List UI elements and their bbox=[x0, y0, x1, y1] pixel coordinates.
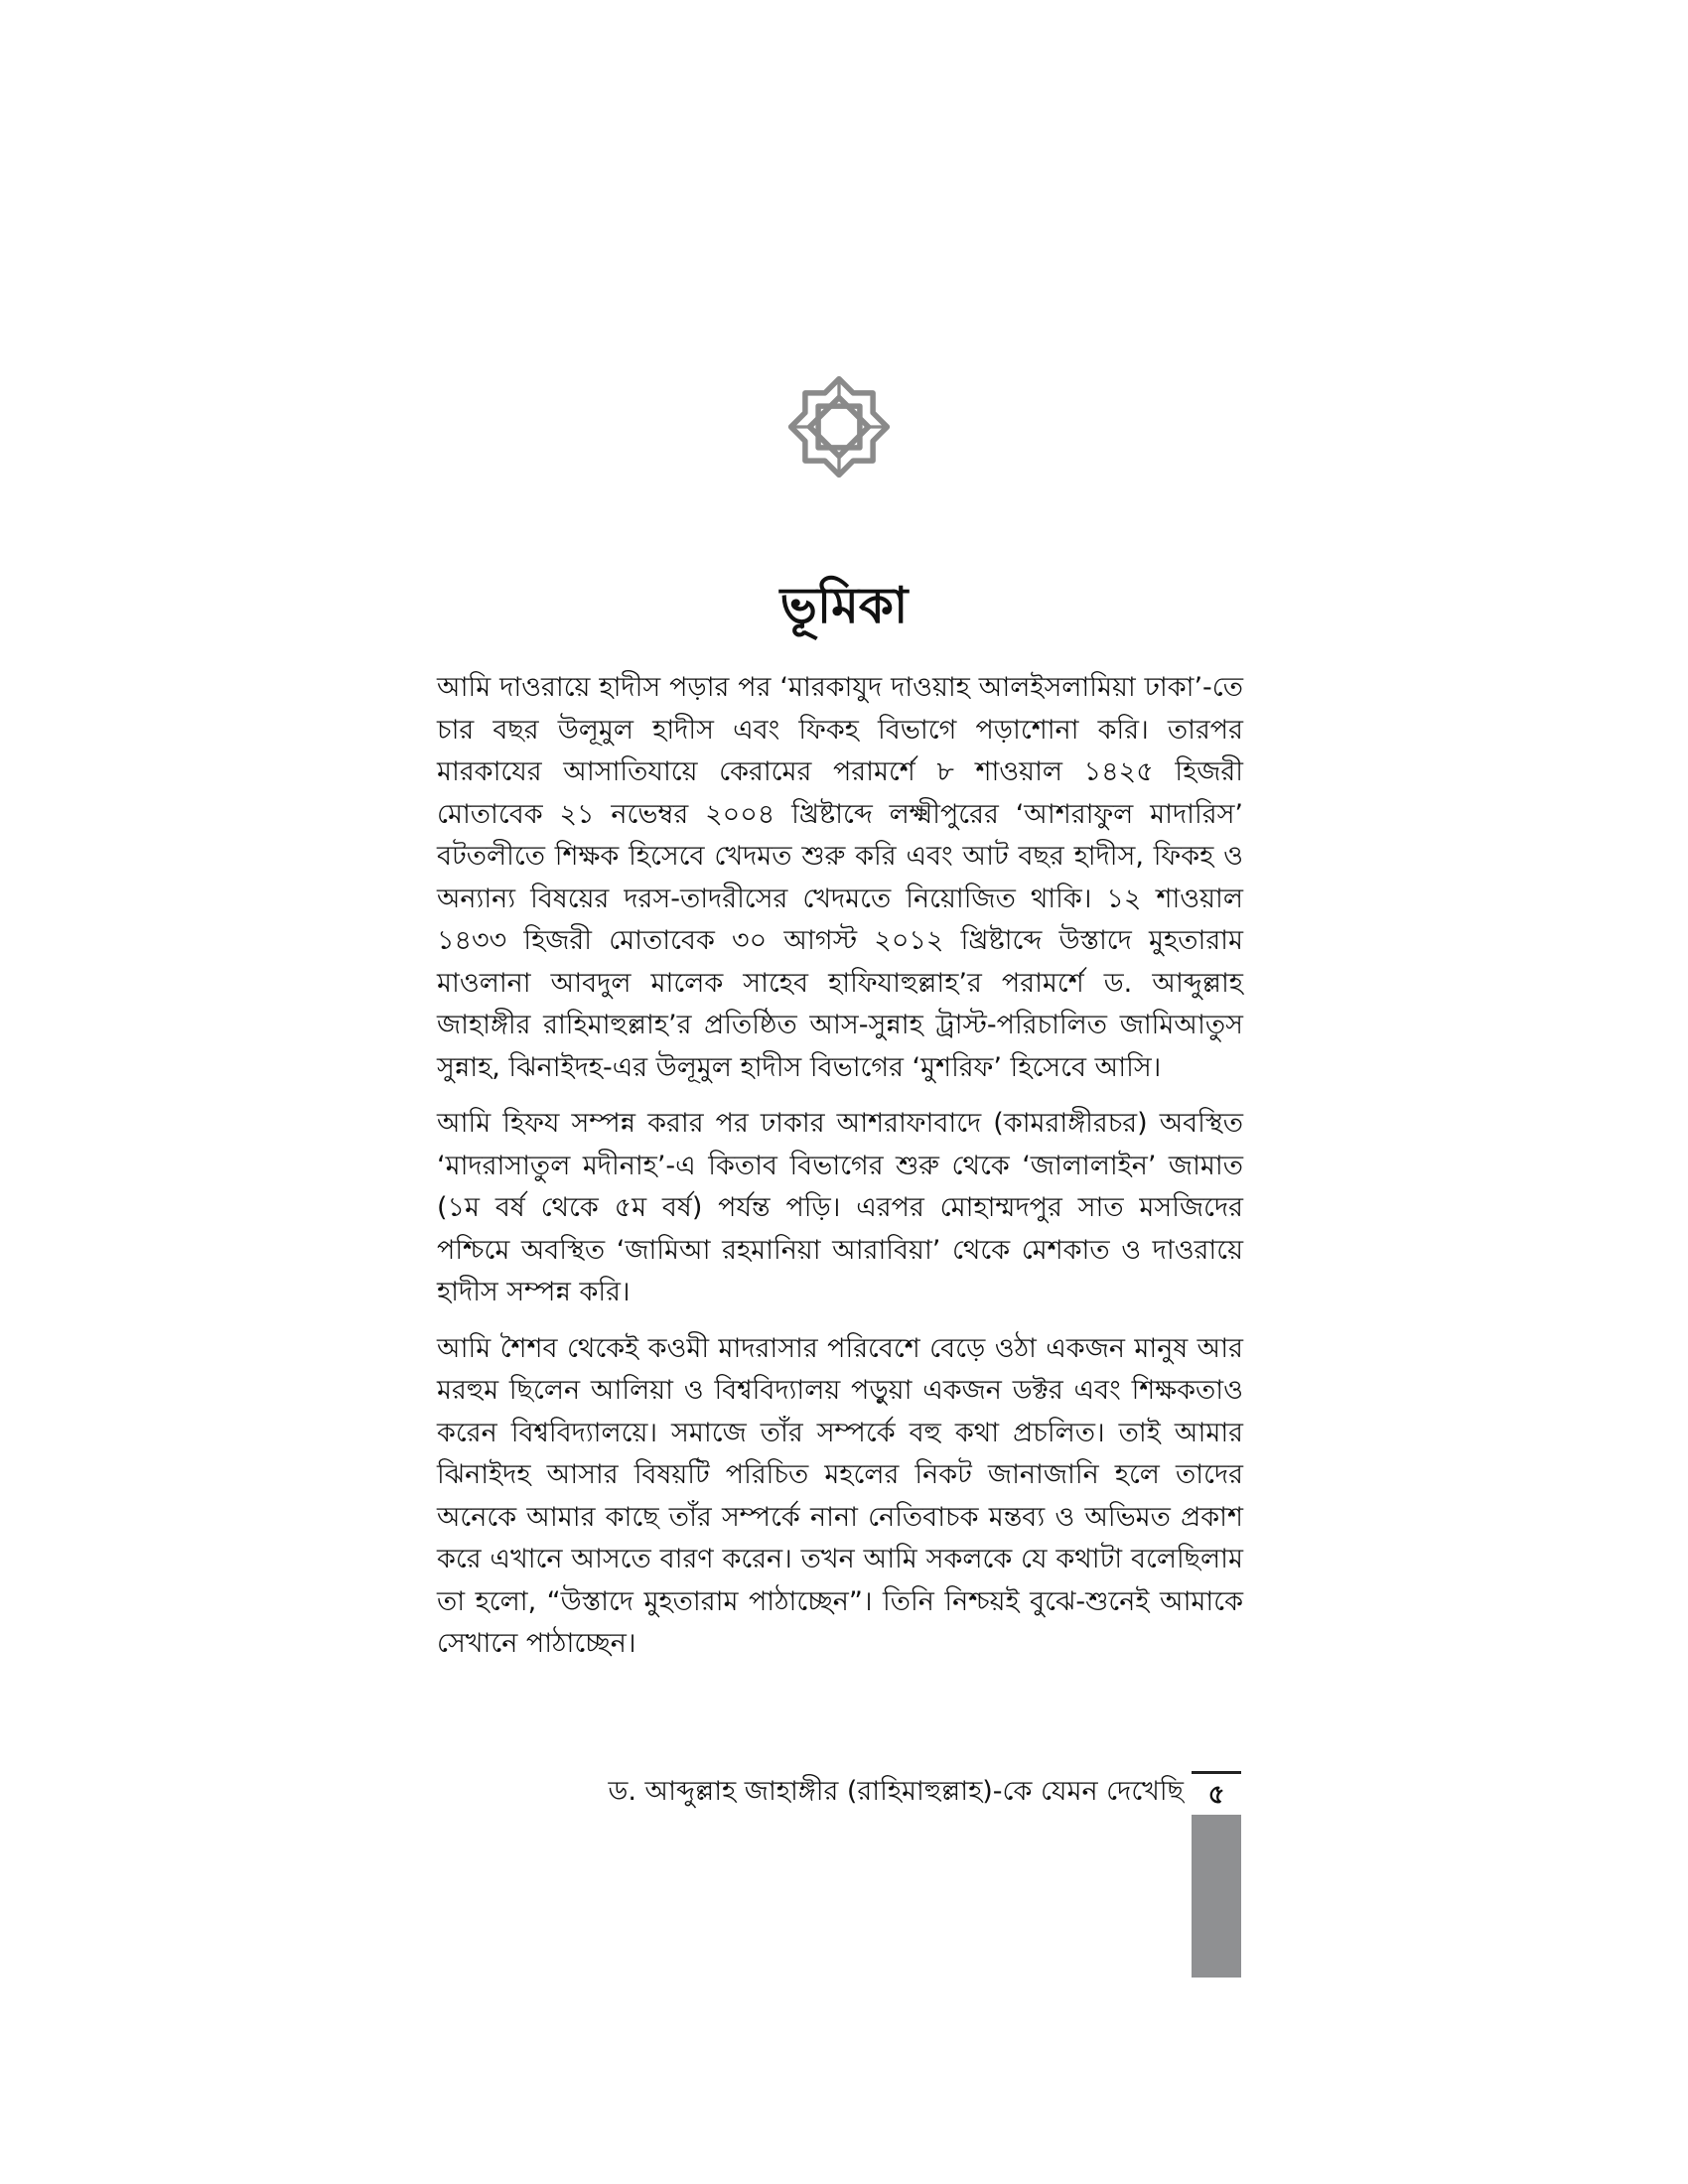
paragraph-3: আমি শৈশব থেকেই কওমী মাদরাসার পরিবেশে বেড়ে ওঠা একজন মানুষ আর মরহুম ছিলেন আলিয়া ও বিশ্ববিদ্যালয় পড়ুয়া একজন ডক্টর এবং শিক্ষকতাও করেন বিশ্ববিদ্যালয়ে। সমাজে তাঁর সম্পর্কে বহু কথা প্রচলিত। তাই আমার ঝিনাইদহ আসার বিষয়টি পরিচিত মহলের নিকট জানাজানি হলে তাদের অনেকে আমার কাছে তাঁর সম্পর্কে নানা নেতিবাচক মন্তব্য ও অভিমত প্রকাশ করে এখানে আসতে বারণ করেন। তখন আমি সকলকে যে কথাটা বলেছিলাম তা হলো, “উস্তাদে মুহতারাম পাঠাচ্ছেন”। তিনি নিশ্চয়ই বুঝে-শুনেই আমাকে সেখানে পাঠাচ্ছেন। bbox=[437, 1332, 1243, 1659]
star-rosette-icon bbox=[784, 372, 894, 481]
paragraph-1: আমি দাওরায়ে হাদীস পড়ার পর ‘মারকাযুদ দাওয়াহ আলইসলামিয়া ঢাকা’-তে চার বছর উলূমুল হাদীস এবং ফিকহ বিভাগে পড়াশোনা করি। তারপর মারকাযের আসাতিযায়ে কেরামের পরামর্শে ৮ শাওয়াল ১৪২৫ হিজরী মোতাবেক ২১ নভেম্বর ২০০৪ খ্রিষ্টাব্দে লক্ষ্মীপুরের ‘আশরাফুল মাদারিস’ বটতলীতে শিক্ষক হিসেবে খেদমত শুরু করি এবং আট বছর হাদীস, ফিকহ ও অন্যান্য বিষয়ের দরস-তাদরীসের খেদমতে নিয়োজিত থাকি। ১২ শাওয়াল ১৪৩৩ হিজরী মোতাবেক ৩০ আগস্ট ২০১২ খ্রিষ্টাব্দে উস্তাদে মুহতারাম মাওলানা আবদুল মালেক সাহেব হাফিযাহুল্লাহ’র পরামর্শে ড. আব্দুল্লাহ জাহাঙ্গীর রাহিমাহুল্লাহ’র প্রতিষ্ঠিত আস-সুন্নাহ ট্রাস্ট-পরিচালিত জামিআতুস সুন্নাহ, ঝিনাইদহ-এর উলূমুল হাদীস বিভাগের ‘মুশরিফ’ হিসেবে আসি। bbox=[437, 672, 1243, 1083]
section-title: ভূমিকা bbox=[779, 577, 909, 634]
running-footer bbox=[437, 1769, 1184, 1815]
book-title: ড. আব্দুল্লাহ জাহাঙ্গীর (রাহিমাহুল্লাহ)-কে যেমন দেখেছি bbox=[608, 1776, 1184, 1807]
body-text bbox=[437, 667, 1243, 1680]
paragraph-2: আমি হিফয সম্পন্ন করার পর ঢাকার আশরাফাবাদে (কামরাঙ্গীরচর) অবস্থিত ‘মাদরাসাতুল মদীনাহ’-এ কিতাব বিভাগের শুরু থেকে ‘জালালাইন’ জামাত (১ম বর্ষ থেকে ৫ম বর্ষ) পর্যন্ত পড়ি। এরপর মোহাম্মদপুর সাত মসজিদের পশ্চিমে অবস্থিত ‘জামিআ রহমানিয়া আরাবিয়া’ থেকে মেশকাত ও দাওরায়ে হাদীস সম্পন্ন করি। bbox=[437, 1108, 1243, 1307]
thumb-tab bbox=[1192, 1815, 1241, 1978]
page-number: ৫ bbox=[1192, 1771, 1241, 1816]
